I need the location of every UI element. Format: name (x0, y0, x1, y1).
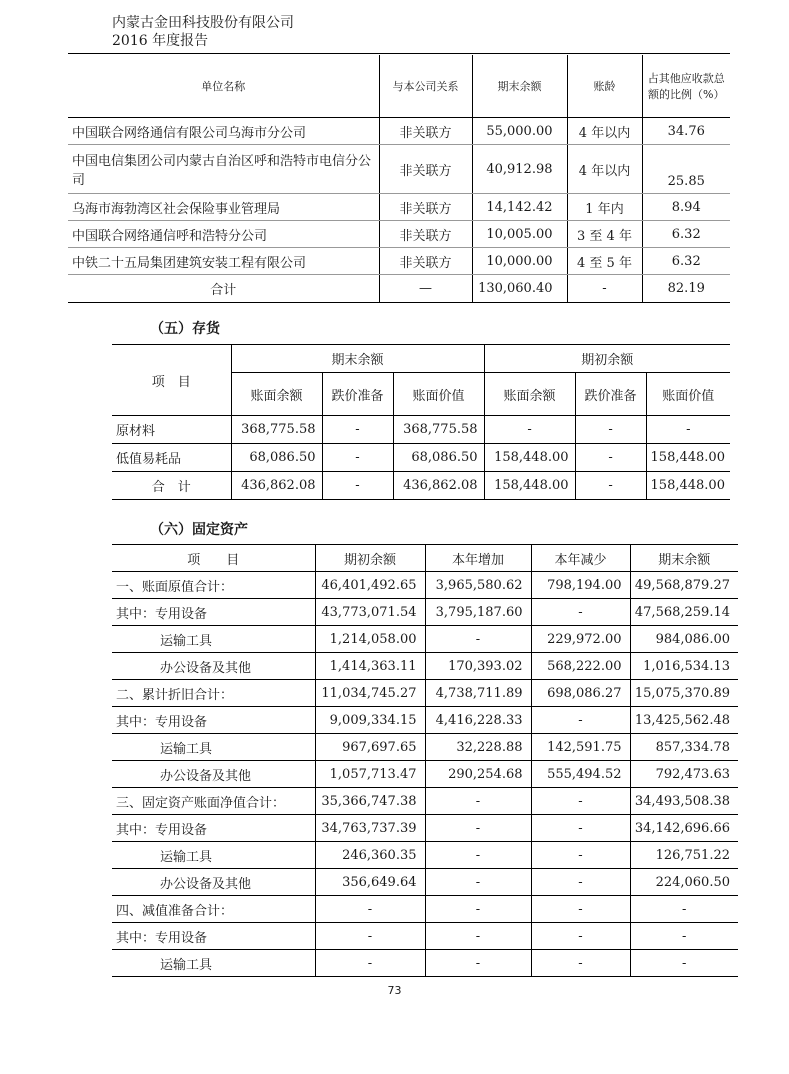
value-cell: 126,751.22 (630, 842, 738, 869)
value-cell: - (531, 923, 630, 950)
unit-name: 中国电信集团公司内蒙古自治区呼和浩特市电信分公司 (68, 145, 379, 194)
table-header-row (112, 545, 738, 572)
relation: 非关联方 (379, 221, 472, 248)
header-rule (68, 53, 730, 54)
value-cell: 68,086.50 (231, 444, 322, 472)
item-label: 合 计 (112, 472, 231, 500)
value-cell: - (425, 626, 531, 653)
ratio: 6.32 (642, 221, 730, 248)
total-row (68, 275, 730, 303)
item-label: 运输工具 (112, 950, 315, 977)
value-cell: 857,334.78 (630, 734, 738, 761)
item-header: 项 目 (112, 345, 231, 416)
relation: 非关联方 (379, 194, 472, 221)
value-cell: 34,763,737.39 (315, 815, 425, 842)
ratio: 34.76 (642, 118, 730, 145)
value-cell: - (315, 923, 425, 950)
value-cell: - (630, 950, 738, 977)
header-cell: 账面余额 (231, 373, 322, 416)
value-cell: 356,649.64 (315, 869, 425, 896)
unit-name: 乌海市海勃湾区社会保险事业管理局 (68, 194, 379, 221)
value-cell: 436,862.08 (231, 472, 322, 500)
value-cell: 13,425,562.48 (630, 707, 738, 734)
unit-name: 中国联合网络通信呼和浩特分公司 (68, 221, 379, 248)
value-cell: 1,214,058.00 (315, 626, 425, 653)
header-cell: 期初余额 (315, 545, 425, 572)
value-cell: - (425, 842, 531, 869)
table-row (112, 923, 738, 950)
value-cell: 142,591.75 (531, 734, 630, 761)
value-cell: 792,473.63 (630, 761, 738, 788)
item-label: 办公设备及其他 (112, 869, 315, 896)
value-cell: 47,568,259.14 (630, 599, 738, 626)
relation: — (379, 275, 472, 303)
header-cell: 与本公司关系 (379, 55, 472, 118)
table-row (112, 896, 738, 923)
value-cell: 15,075,370.89 (630, 680, 738, 707)
table-row (112, 626, 738, 653)
item-label: 原材料 (112, 416, 231, 444)
value-cell: - (531, 707, 630, 734)
item-label: 其中：专用设备 (112, 923, 315, 950)
value-cell: 290,254.68 (425, 761, 531, 788)
total-row (112, 472, 730, 500)
header-cell: 账面价值 (646, 373, 730, 416)
unit-name: 中国联合网络通信有限公司乌海市分公司 (68, 118, 379, 145)
table-row (112, 599, 738, 626)
header-cell: 本年减少 (531, 545, 630, 572)
value-cell: - (484, 416, 575, 444)
item-label: 其中：专用设备 (112, 707, 315, 734)
table-row (112, 869, 738, 896)
value-cell: - (531, 869, 630, 896)
value-cell: 436,862.08 (393, 472, 484, 500)
value-cell: - (425, 896, 531, 923)
value-cell: - (531, 896, 630, 923)
table-row (112, 734, 738, 761)
header-cell: 跌价准备 (322, 373, 393, 416)
value-cell: 4,738,711.89 (425, 680, 531, 707)
aging: 4 至 5 年 (567, 248, 642, 275)
header-cell: 账面余额 (484, 373, 575, 416)
header-cell: 本年增加 (425, 545, 531, 572)
value-cell: - (322, 416, 393, 444)
company-name: 内蒙古金田科技股份有限公司 (112, 15, 294, 31)
table-row (112, 788, 738, 815)
item-label: 办公设备及其他 (112, 761, 315, 788)
item-label: 低值易耗品 (112, 444, 231, 472)
fixed-assets-table (112, 544, 738, 977)
ratio: 82.19 (642, 275, 730, 303)
value-cell: 568,222.00 (531, 653, 630, 680)
table-row (112, 444, 730, 472)
value-cell: - (630, 923, 738, 950)
value-cell: - (425, 923, 531, 950)
value-cell: 68,086.50 (393, 444, 484, 472)
header-cell: 项 目 (112, 545, 315, 572)
value-cell: 368,775.58 (231, 416, 322, 444)
value-cell: - (315, 950, 425, 977)
relation: 非关联方 (379, 145, 472, 194)
item-label: 其中：专用设备 (112, 815, 315, 842)
value-cell: 43,773,071.54 (315, 599, 425, 626)
ratio: 8.94 (642, 194, 730, 221)
ratio: 25.85 (642, 145, 730, 194)
total-label: 合计 (68, 275, 379, 303)
group-header-begin: 期初余额 (484, 345, 730, 373)
table-row (112, 680, 738, 707)
item-label: 运输工具 (112, 734, 315, 761)
value-cell: 46,401,492.65 (315, 572, 425, 599)
section-title-fixed-assets: （六）固定资产 (150, 522, 248, 538)
report-year: 2016 年度报告 (112, 33, 209, 49)
report-header (112, 14, 294, 50)
value-cell: 984,086.00 (630, 626, 738, 653)
value-cell: 246,360.35 (315, 842, 425, 869)
value-cell: 798,194.00 (531, 572, 630, 599)
value-cell: 1,057,713.47 (315, 761, 425, 788)
aging: 4 年以内 (567, 118, 642, 145)
value-cell: - (315, 896, 425, 923)
section-title-inventory: （五）存货 (150, 321, 220, 337)
item-label: 办公设备及其他 (112, 653, 315, 680)
table-row (68, 221, 730, 248)
page-number: 73 (387, 984, 402, 997)
value-cell: 34,493,508.38 (630, 788, 738, 815)
header-cell: 跌价准备 (575, 373, 646, 416)
table-row (68, 145, 730, 194)
value-cell: 967,697.65 (315, 734, 425, 761)
value-cell: - (425, 815, 531, 842)
value-cell: 158,448.00 (484, 444, 575, 472)
table-header-row (68, 55, 730, 118)
value-cell: - (531, 950, 630, 977)
table-row (112, 707, 738, 734)
aging: 1 年内 (567, 194, 642, 221)
ending-balance: 14,142.42 (472, 194, 567, 221)
table-row (112, 653, 738, 680)
item-label: 其中：专用设备 (112, 599, 315, 626)
item-label: 二、累计折旧合计： (112, 680, 315, 707)
aging: 4 年以内 (567, 145, 642, 194)
header-cell: 账面价值 (393, 373, 484, 416)
value-cell: 34,142,696.66 (630, 815, 738, 842)
value-cell: 158,448.00 (484, 472, 575, 500)
value-cell: - (531, 788, 630, 815)
header-cell: 账龄 (567, 55, 642, 118)
table-row (112, 572, 738, 599)
value-cell: - (531, 599, 630, 626)
table-row (112, 416, 730, 444)
value-cell: - (322, 444, 393, 472)
value-cell: 170,393.02 (425, 653, 531, 680)
group-header-end: 期末余额 (231, 345, 484, 373)
relation: 非关联方 (379, 248, 472, 275)
value-cell: - (322, 472, 393, 500)
value-cell: - (575, 444, 646, 472)
table-row (68, 194, 730, 221)
value-cell: 1,016,534.13 (630, 653, 738, 680)
aging: - (567, 275, 642, 303)
item-label: 四、减值准备合计： (112, 896, 315, 923)
value-cell: - (575, 472, 646, 500)
item-label: 三、固定资产账面净值合计： (112, 788, 315, 815)
value-cell: 555,494.52 (531, 761, 630, 788)
unit-name: 中铁二十五局集团建筑安装工程有限公司 (68, 248, 379, 275)
table-row (112, 761, 738, 788)
header-cell: 期末余额 (630, 545, 738, 572)
ending-balance: 10,005.00 (472, 221, 567, 248)
table-row (112, 842, 738, 869)
value-cell: 9,009,334.15 (315, 707, 425, 734)
value-cell: 3,965,580.62 (425, 572, 531, 599)
header-cell: 单位名称 (68, 55, 379, 118)
ending-balance: 10,000.00 (472, 248, 567, 275)
table-row (112, 950, 738, 977)
value-cell: - (531, 842, 630, 869)
item-label: 运输工具 (112, 626, 315, 653)
value-cell: - (646, 416, 730, 444)
value-cell: - (630, 896, 738, 923)
value-cell: 35,366,747.38 (315, 788, 425, 815)
value-cell: - (531, 815, 630, 842)
value-cell: - (575, 416, 646, 444)
value-cell: 3,795,187.60 (425, 599, 531, 626)
inventory-table (112, 344, 730, 500)
value-cell: - (425, 788, 531, 815)
value-cell: 49,568,879.27 (630, 572, 738, 599)
relation: 非关联方 (379, 118, 472, 145)
ending-balance: 130,060.40 (472, 275, 567, 303)
table-row (68, 248, 730, 275)
value-cell: - (425, 869, 531, 896)
item-label: 运输工具 (112, 842, 315, 869)
ratio: 6.32 (642, 248, 730, 275)
table-header-row (112, 345, 730, 373)
value-cell: 158,448.00 (646, 444, 730, 472)
value-cell: 368,775.58 (393, 416, 484, 444)
ending-balance: 55,000.00 (472, 118, 567, 145)
value-cell: 1,414,363.11 (315, 653, 425, 680)
receivables-table (68, 55, 730, 303)
table-row (112, 815, 738, 842)
aging: 3 至 4 年 (567, 221, 642, 248)
table-row (68, 118, 730, 145)
value-cell: 229,972.00 (531, 626, 630, 653)
value-cell: 11,034,745.27 (315, 680, 425, 707)
value-cell: 698,086.27 (531, 680, 630, 707)
value-cell: - (425, 950, 531, 977)
ending-balance: 40,912.98 (472, 145, 567, 194)
value-cell: 32,228.88 (425, 734, 531, 761)
header-cell: 占其他应收款总额的比例（%） (642, 55, 730, 118)
item-label: 一、账面原值合计： (112, 572, 315, 599)
header-cell: 期末余额 (472, 55, 567, 118)
value-cell: 224,060.50 (630, 869, 738, 896)
value-cell: 4,416,228.33 (425, 707, 531, 734)
value-cell: 158,448.00 (646, 472, 730, 500)
